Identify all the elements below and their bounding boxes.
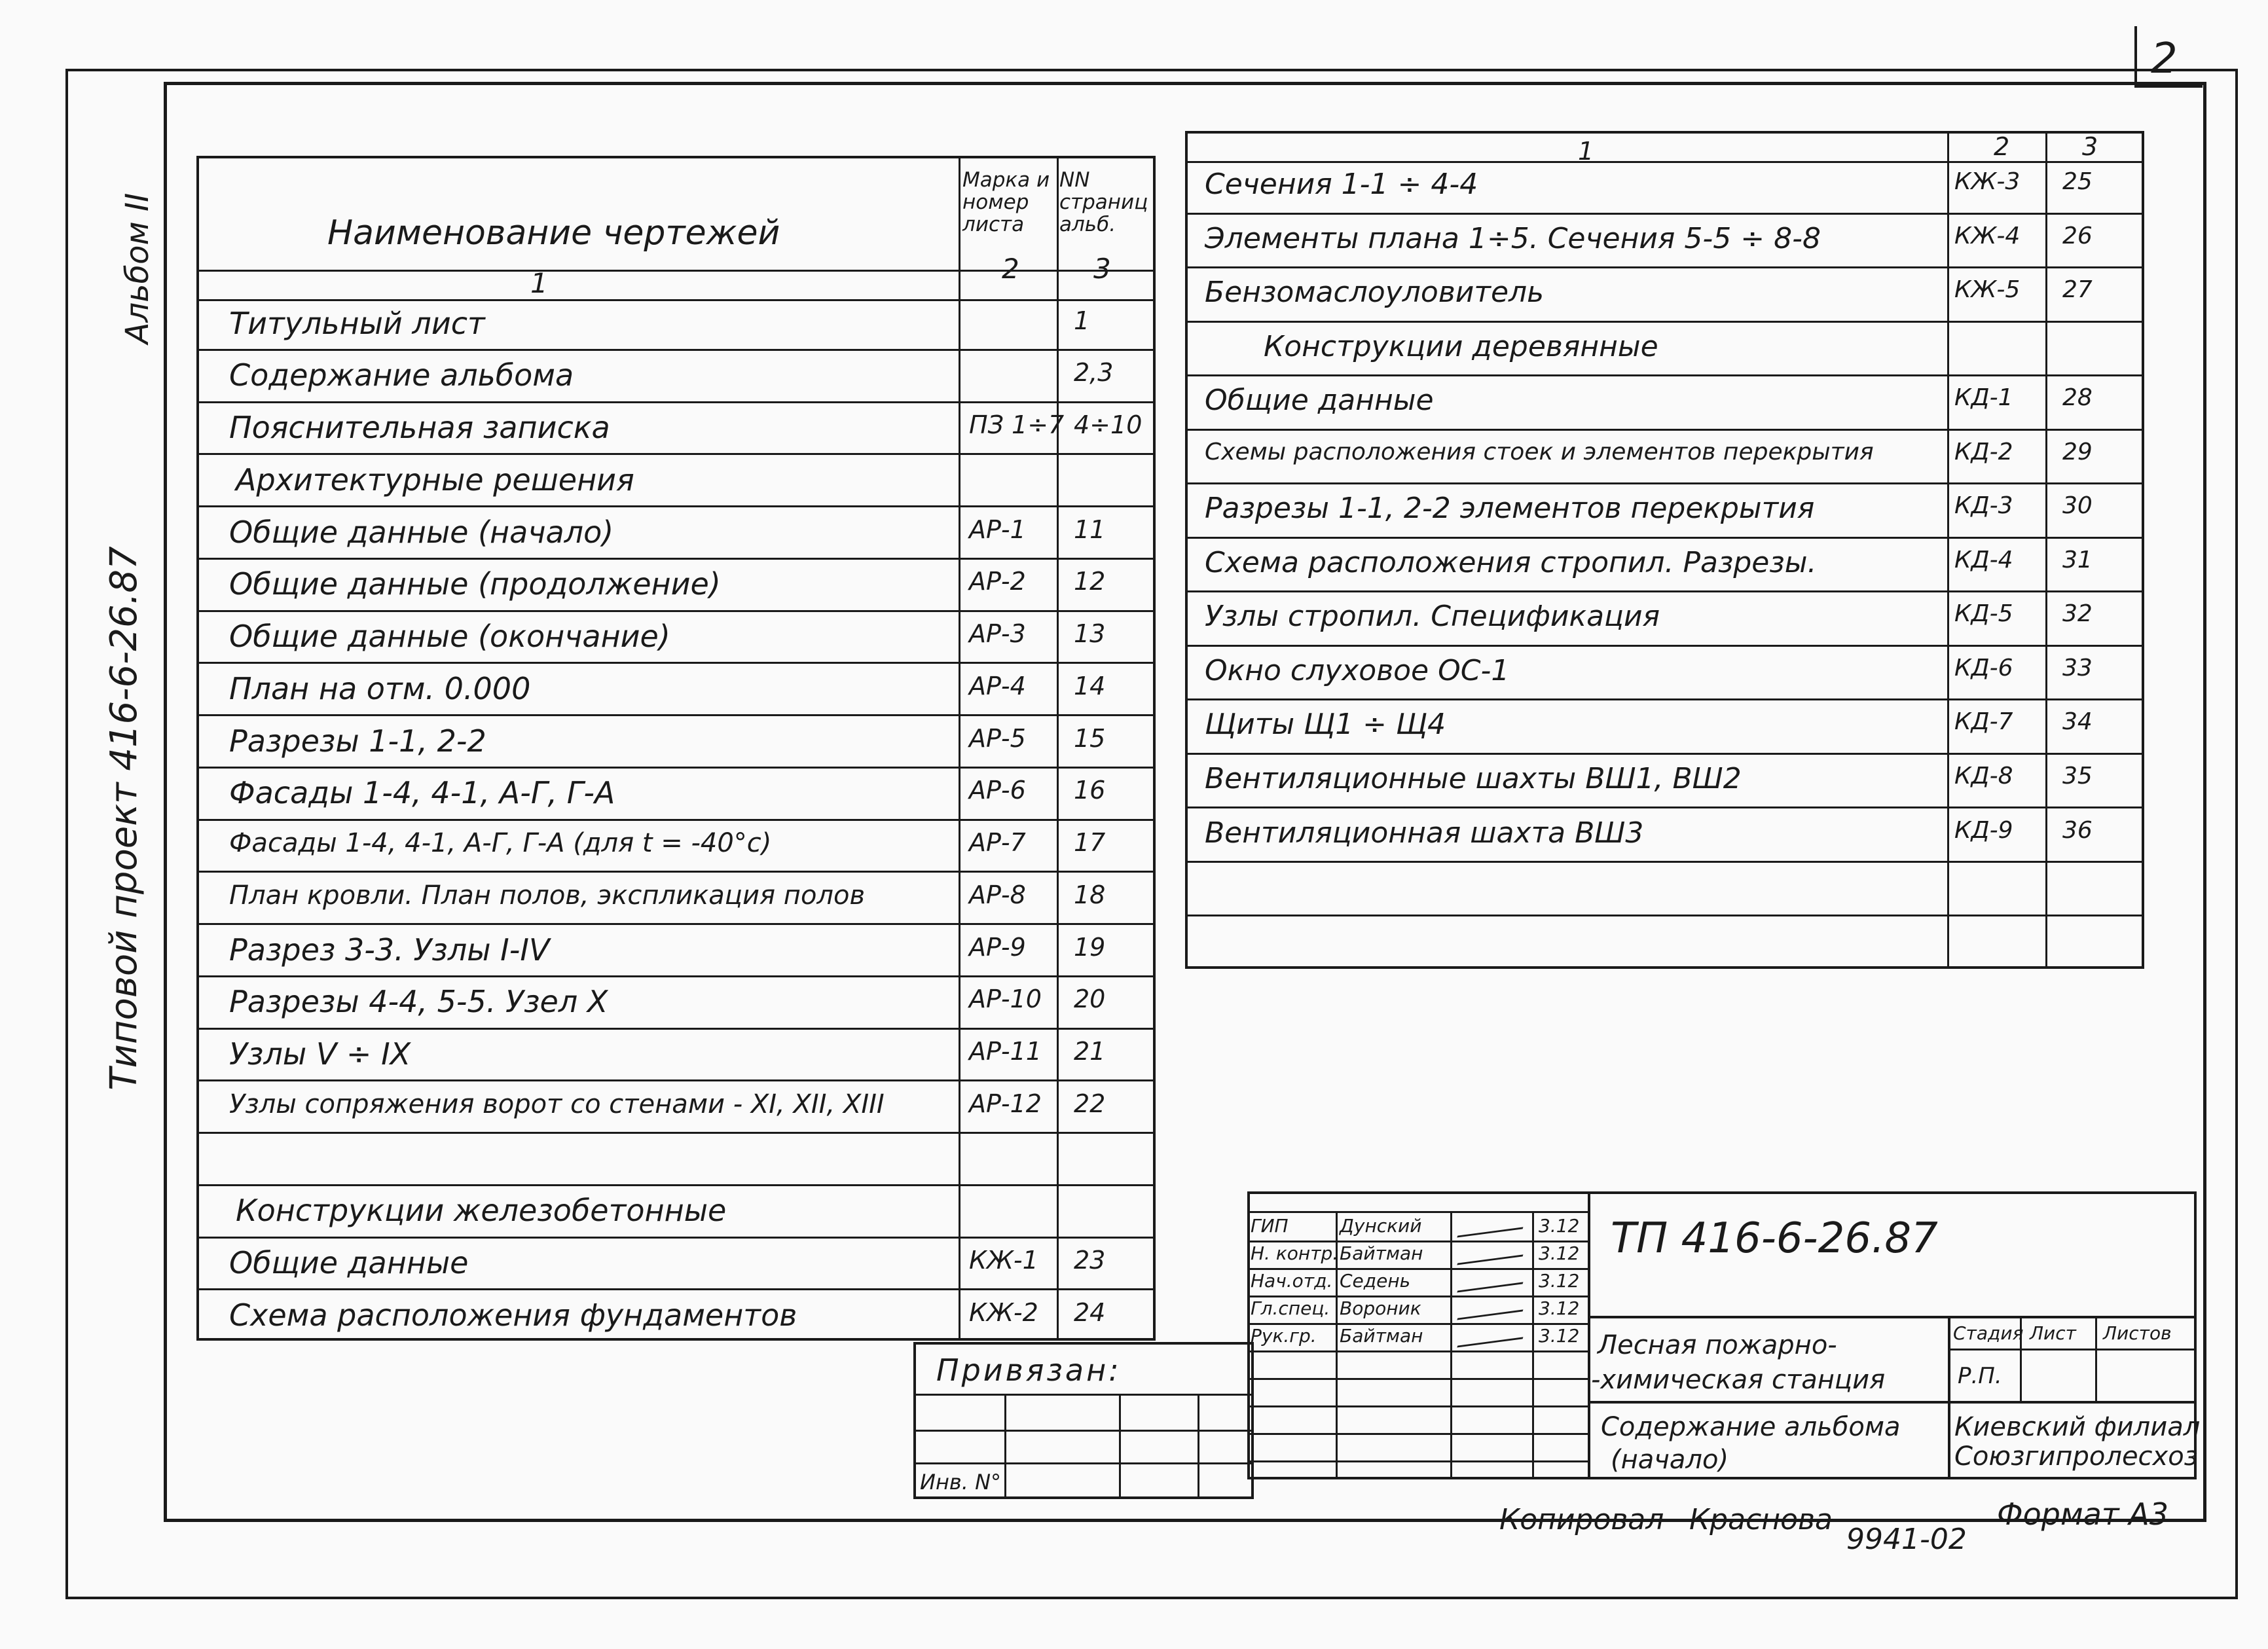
signer-date: 3.12 (1539, 1215, 1580, 1237)
right-row-line (1185, 590, 2144, 592)
signer-top-line (1247, 1211, 1588, 1213)
right-row-name: Узлы стропил. Спецификация (1205, 600, 1660, 634)
signer-date: 3.12 (1539, 1242, 1580, 1264)
left-row-name: Общие данные (начало) (229, 514, 614, 550)
left-row-name: Разрез 3-3. Узлы I-IV (229, 932, 550, 968)
right-row-name: Разрезы 1-1, 2-2 элементов перекрытия (1205, 492, 1815, 526)
sheets-label: Листов (2103, 1322, 2172, 1344)
left-row-mark: АР-2 (969, 567, 1026, 596)
left-row-page: 17 (1074, 828, 1106, 858)
org-line2: Союзгипролесхоз (1954, 1441, 2198, 1472)
left-row-page: 19 (1074, 932, 1106, 962)
signer-role: Н. контр. (1251, 1242, 1339, 1264)
left-row-page: 4÷10 (1074, 410, 1143, 440)
signer-empty-row-line (1247, 1378, 1588, 1380)
left-row-mark: АР-11 (969, 1037, 1042, 1066)
right-row-mark: КЖ-3 (1954, 168, 2021, 196)
title-code-divider (1588, 1316, 2197, 1318)
privyazan-row-3 (916, 1462, 1251, 1464)
left-row-name: Общие данные (окончание) (229, 619, 670, 655)
left-colnum-3: 3 (1093, 253, 1111, 285)
left-row-page: 20 (1074, 985, 1106, 1014)
right-row-line (1185, 698, 2144, 700)
left-row-line (196, 558, 1156, 560)
left-row-line (196, 662, 1156, 664)
right-row-page: 32 (2062, 600, 2093, 628)
signer-date: 3.12 (1539, 1270, 1580, 1292)
right-row-mark: КД-5 (1954, 600, 2013, 628)
left-row-line (196, 401, 1156, 403)
copier-name: Краснова (1689, 1503, 1833, 1536)
left-colnum-1: 1 (530, 267, 548, 299)
right-row-name: Бензомаслоуловитель (1205, 276, 1545, 310)
signer-name: Вороник (1340, 1297, 1421, 1319)
left-row-mark: АР-8 (969, 880, 1026, 909)
title-code: ТП 416-6-26.87 (1611, 1214, 1938, 1263)
left-row-page: 24 (1074, 1297, 1106, 1327)
right-row-page: 29 (2062, 438, 2093, 465)
sheet-name-line1: Содержание альбома (1601, 1412, 1901, 1442)
left-row-mark: АР-1 (969, 515, 1026, 544)
left-row-page: 18 (1074, 880, 1106, 909)
signer-role: Рук.гр. (1251, 1325, 1317, 1347)
left-row-page: 14 (1074, 671, 1106, 700)
left-row-line (196, 1132, 1156, 1134)
privyazan-row-2 (916, 1430, 1251, 1432)
project-label: Типовой проект 416-6-26.87 (103, 546, 145, 1091)
left-row-name: Конструкции железобетонные (236, 1193, 727, 1229)
left-row-mark: КЖ-1 (969, 1246, 1038, 1275)
left-row-name: Узлы сопряжения ворот со стенами - XI, XII, XIII (229, 1089, 885, 1119)
right-col-divider-2 (2045, 134, 2047, 966)
signer-col-name (1450, 1211, 1452, 1479)
left-row-page: 23 (1074, 1246, 1106, 1275)
right-row-mark: КД-6 (1954, 654, 2013, 681)
left-row-line (196, 453, 1156, 455)
left-row-line (196, 505, 1156, 507)
title-signers-right-edge (1588, 1191, 1590, 1479)
left-row-page: 22 (1074, 1089, 1106, 1118)
right-row-line (1185, 213, 2144, 215)
left-row-line (196, 1079, 1156, 1081)
right-row-page: 30 (2062, 492, 2093, 520)
right-row-mark: КД-2 (1954, 438, 2013, 465)
right-row-name: Общие данные (1205, 384, 1434, 418)
signer-col-sign (1532, 1211, 1534, 1479)
left-row-line (196, 871, 1156, 873)
left-row-name: Содержание альбома (229, 357, 574, 393)
right-row-name: Сечения 1-1 ÷ 4-4 (1205, 168, 1478, 202)
left-row-line (196, 610, 1156, 612)
right-row-name: Вентиляционная шахта ВШ3 (1205, 816, 1644, 850)
right-row-line (1185, 482, 2144, 484)
left-row-page: 15 (1074, 723, 1106, 753)
left-row-mark: АР-3 (969, 619, 1026, 649)
right-row-name: Конструкции деревянные (1264, 329, 1658, 363)
right-row-mark: КД-3 (1954, 492, 2013, 520)
signer-empty-row-line (1247, 1433, 1588, 1435)
right-row-line (1185, 266, 2144, 268)
right-row-name: Схема расположения стропил. Разрезы. (1205, 545, 1817, 579)
inventory-label: Инв. N° (920, 1470, 1001, 1495)
left-row-line (196, 1237, 1156, 1239)
signer-name: Седень (1340, 1270, 1411, 1292)
left-row-page: 1 (1074, 306, 1090, 335)
signer-name: Байтман (1340, 1242, 1423, 1264)
left-row-mark: АР-9 (969, 932, 1026, 962)
left-col-divider-1 (959, 158, 960, 1338)
album-label: Альбом II (119, 192, 156, 344)
left-row-page: 11 (1074, 515, 1106, 544)
right-row-name: Окно слуховое ОС-1 (1205, 653, 1510, 687)
signer-empty-row-line (1247, 1460, 1588, 1462)
right-row-mark: КД-8 (1954, 763, 2013, 790)
left-row-name: Разрезы 1-1, 2-2 (229, 723, 486, 759)
left-header-pages: NN страниц альб. (1059, 168, 1148, 237)
right-row-page: 34 (2062, 708, 2093, 736)
object-name-line2: -химическая станция (1591, 1365, 1886, 1395)
left-row-name: Общие данные (229, 1245, 469, 1281)
left-row-line (196, 1028, 1156, 1030)
right-row-mark: КД-7 (1954, 708, 2013, 736)
left-header-mark: Марка и номер листа (962, 168, 1050, 237)
sheet-name-line2: (начало) (1611, 1445, 1729, 1475)
left-header-name: Наименование чертежей (327, 213, 780, 253)
right-row-name: Элементы плана 1÷5. Сечения 5-5 ÷ 8-8 (1205, 221, 1821, 255)
left-row-name: Пояснительная записка (229, 410, 610, 446)
signer-date: 3.12 (1539, 1325, 1580, 1347)
left-row-page: 12 (1074, 567, 1106, 596)
left-colnum-divider (199, 299, 1153, 301)
title-stage-divider (1948, 1316, 1950, 1479)
signer-name: Дунский (1340, 1215, 1422, 1237)
left-row-line (196, 1288, 1156, 1290)
right-row-name: Щиты Щ1 ÷ Щ4 (1205, 708, 1446, 742)
right-row-page: 36 (2062, 816, 2093, 844)
left-row-name: Фасады 1-4, 4-1, А-Г, Г-А (229, 775, 615, 811)
privyazan-label: Привязан: (936, 1352, 1122, 1388)
right-row-mark: КЖ-5 (1954, 276, 2021, 304)
title-stage-col2 (2095, 1316, 2097, 1401)
right-row-page: 26 (2062, 222, 2093, 249)
left-row-name: План кровли. План полов, экспликация полов (229, 880, 866, 911)
signer-name: Байтман (1340, 1325, 1423, 1347)
right-row-mark: КЖ-4 (1954, 222, 2021, 249)
right-colnum-2: 2 (1994, 132, 2010, 161)
right-row-page: 31 (2062, 546, 2093, 573)
privyazan-col-1 (1004, 1394, 1006, 1496)
left-row-mark: КЖ-2 (969, 1297, 1038, 1327)
right-colnum-1: 1 (1578, 137, 1594, 166)
left-row-mark: АР-6 (969, 776, 1026, 805)
left-row-name: Общие данные (продолжение) (229, 566, 721, 602)
privyazan-row-1 (916, 1394, 1251, 1396)
right-row-page: 28 (2062, 384, 2093, 412)
left-row-mark: АР-7 (969, 828, 1026, 858)
signer-date: 3.12 (1539, 1297, 1580, 1319)
left-row-page: 21 (1074, 1037, 1106, 1066)
left-row-name: Архитектурные решения (236, 462, 634, 498)
left-row-name: Узлы V ÷ IX (229, 1036, 411, 1072)
left-row-page: 16 (1074, 776, 1106, 805)
right-row-page: 33 (2062, 654, 2093, 681)
right-row-mark: КД-9 (1954, 816, 2013, 844)
right-row-line (1185, 537, 2144, 539)
object-name-line1: Лесная пожарно- (1598, 1330, 1837, 1360)
left-row-mark: ПЗ 1÷7 (969, 410, 1065, 440)
right-colnum-3: 3 (2082, 132, 2098, 161)
left-row-mark: АР-10 (969, 985, 1042, 1014)
left-row-line (196, 819, 1156, 821)
left-row-line (196, 923, 1156, 925)
signer-role: Гл.спец. (1251, 1297, 1330, 1319)
left-row-name: Разрезы 4-4, 5-5. Узел X (229, 984, 608, 1020)
right-row-name: Вентиляционные шахты ВШ1, ВШ2 (1205, 762, 1742, 796)
left-row-name: Схема расположения фундаментов (229, 1297, 797, 1333)
copied-label: Копировал (1499, 1503, 1664, 1536)
signer-empty-row-line (1247, 1405, 1588, 1407)
signer-role: ГИП (1251, 1215, 1289, 1237)
right-colnum-divider (1188, 161, 2142, 163)
left-row-page: 13 (1074, 619, 1106, 649)
right-row-mark: КД-4 (1954, 546, 2013, 573)
right-row-line (1185, 806, 2144, 808)
left-row-line (196, 1184, 1156, 1186)
sheet-number: 2 (2151, 35, 2178, 83)
title-object-divider (1588, 1401, 2197, 1404)
left-row-name: Фасады 1-4, 4-1, А-Г, Г-А (для t = -40°c) (229, 828, 772, 859)
left-row-mark: АР-5 (969, 723, 1026, 753)
left-row-page: 2,3 (1074, 358, 1114, 388)
privyazan-col-3 (1198, 1394, 1199, 1496)
right-row-line (1185, 753, 2144, 755)
right-row-line (1185, 861, 2144, 863)
right-row-name: Схемы расположения стоек и элементов перекрытия (1205, 438, 1874, 465)
left-row-name: План на отм. 0.000 (229, 670, 531, 706)
stage-label: Стадия (1953, 1322, 2024, 1344)
right-row-mark: КД-1 (1954, 384, 2013, 412)
org-line1: Киевский филиал (1954, 1412, 2201, 1442)
stage-value: Р.П. (1958, 1363, 2002, 1389)
right-row-line (1185, 374, 2144, 376)
right-row-page: 27 (2062, 276, 2093, 304)
left-col-divider-2 (1057, 158, 1059, 1338)
right-row-line (1185, 429, 2144, 431)
sheet-label: Лист (2030, 1322, 2076, 1344)
right-row-line (1185, 915, 2144, 916)
title-stage-header-line (1948, 1349, 2197, 1350)
privyazan-col-2 (1119, 1394, 1121, 1496)
signer-row-line (1247, 1350, 1588, 1352)
right-row-line (1185, 321, 2144, 323)
document-number: 9941-02 (1846, 1523, 1967, 1556)
left-row-mark: АР-4 (969, 671, 1026, 700)
right-row-page: 35 (2062, 763, 2093, 790)
left-row-line (196, 349, 1156, 351)
left-colnum-2: 2 (1002, 253, 1019, 285)
left-row-line (196, 714, 1156, 716)
right-col-divider-1 (1947, 134, 1949, 966)
right-row-line (1185, 645, 2144, 647)
left-row-mark: АР-12 (969, 1089, 1042, 1118)
format-label: Формат А3 (1997, 1496, 2168, 1532)
left-row-line (196, 975, 1156, 977)
signer-role: Нач.отд. (1251, 1270, 1333, 1292)
left-row-line (196, 767, 1156, 769)
right-row-page: 25 (2062, 168, 2093, 196)
left-row-name: Титульный лист (229, 305, 485, 341)
